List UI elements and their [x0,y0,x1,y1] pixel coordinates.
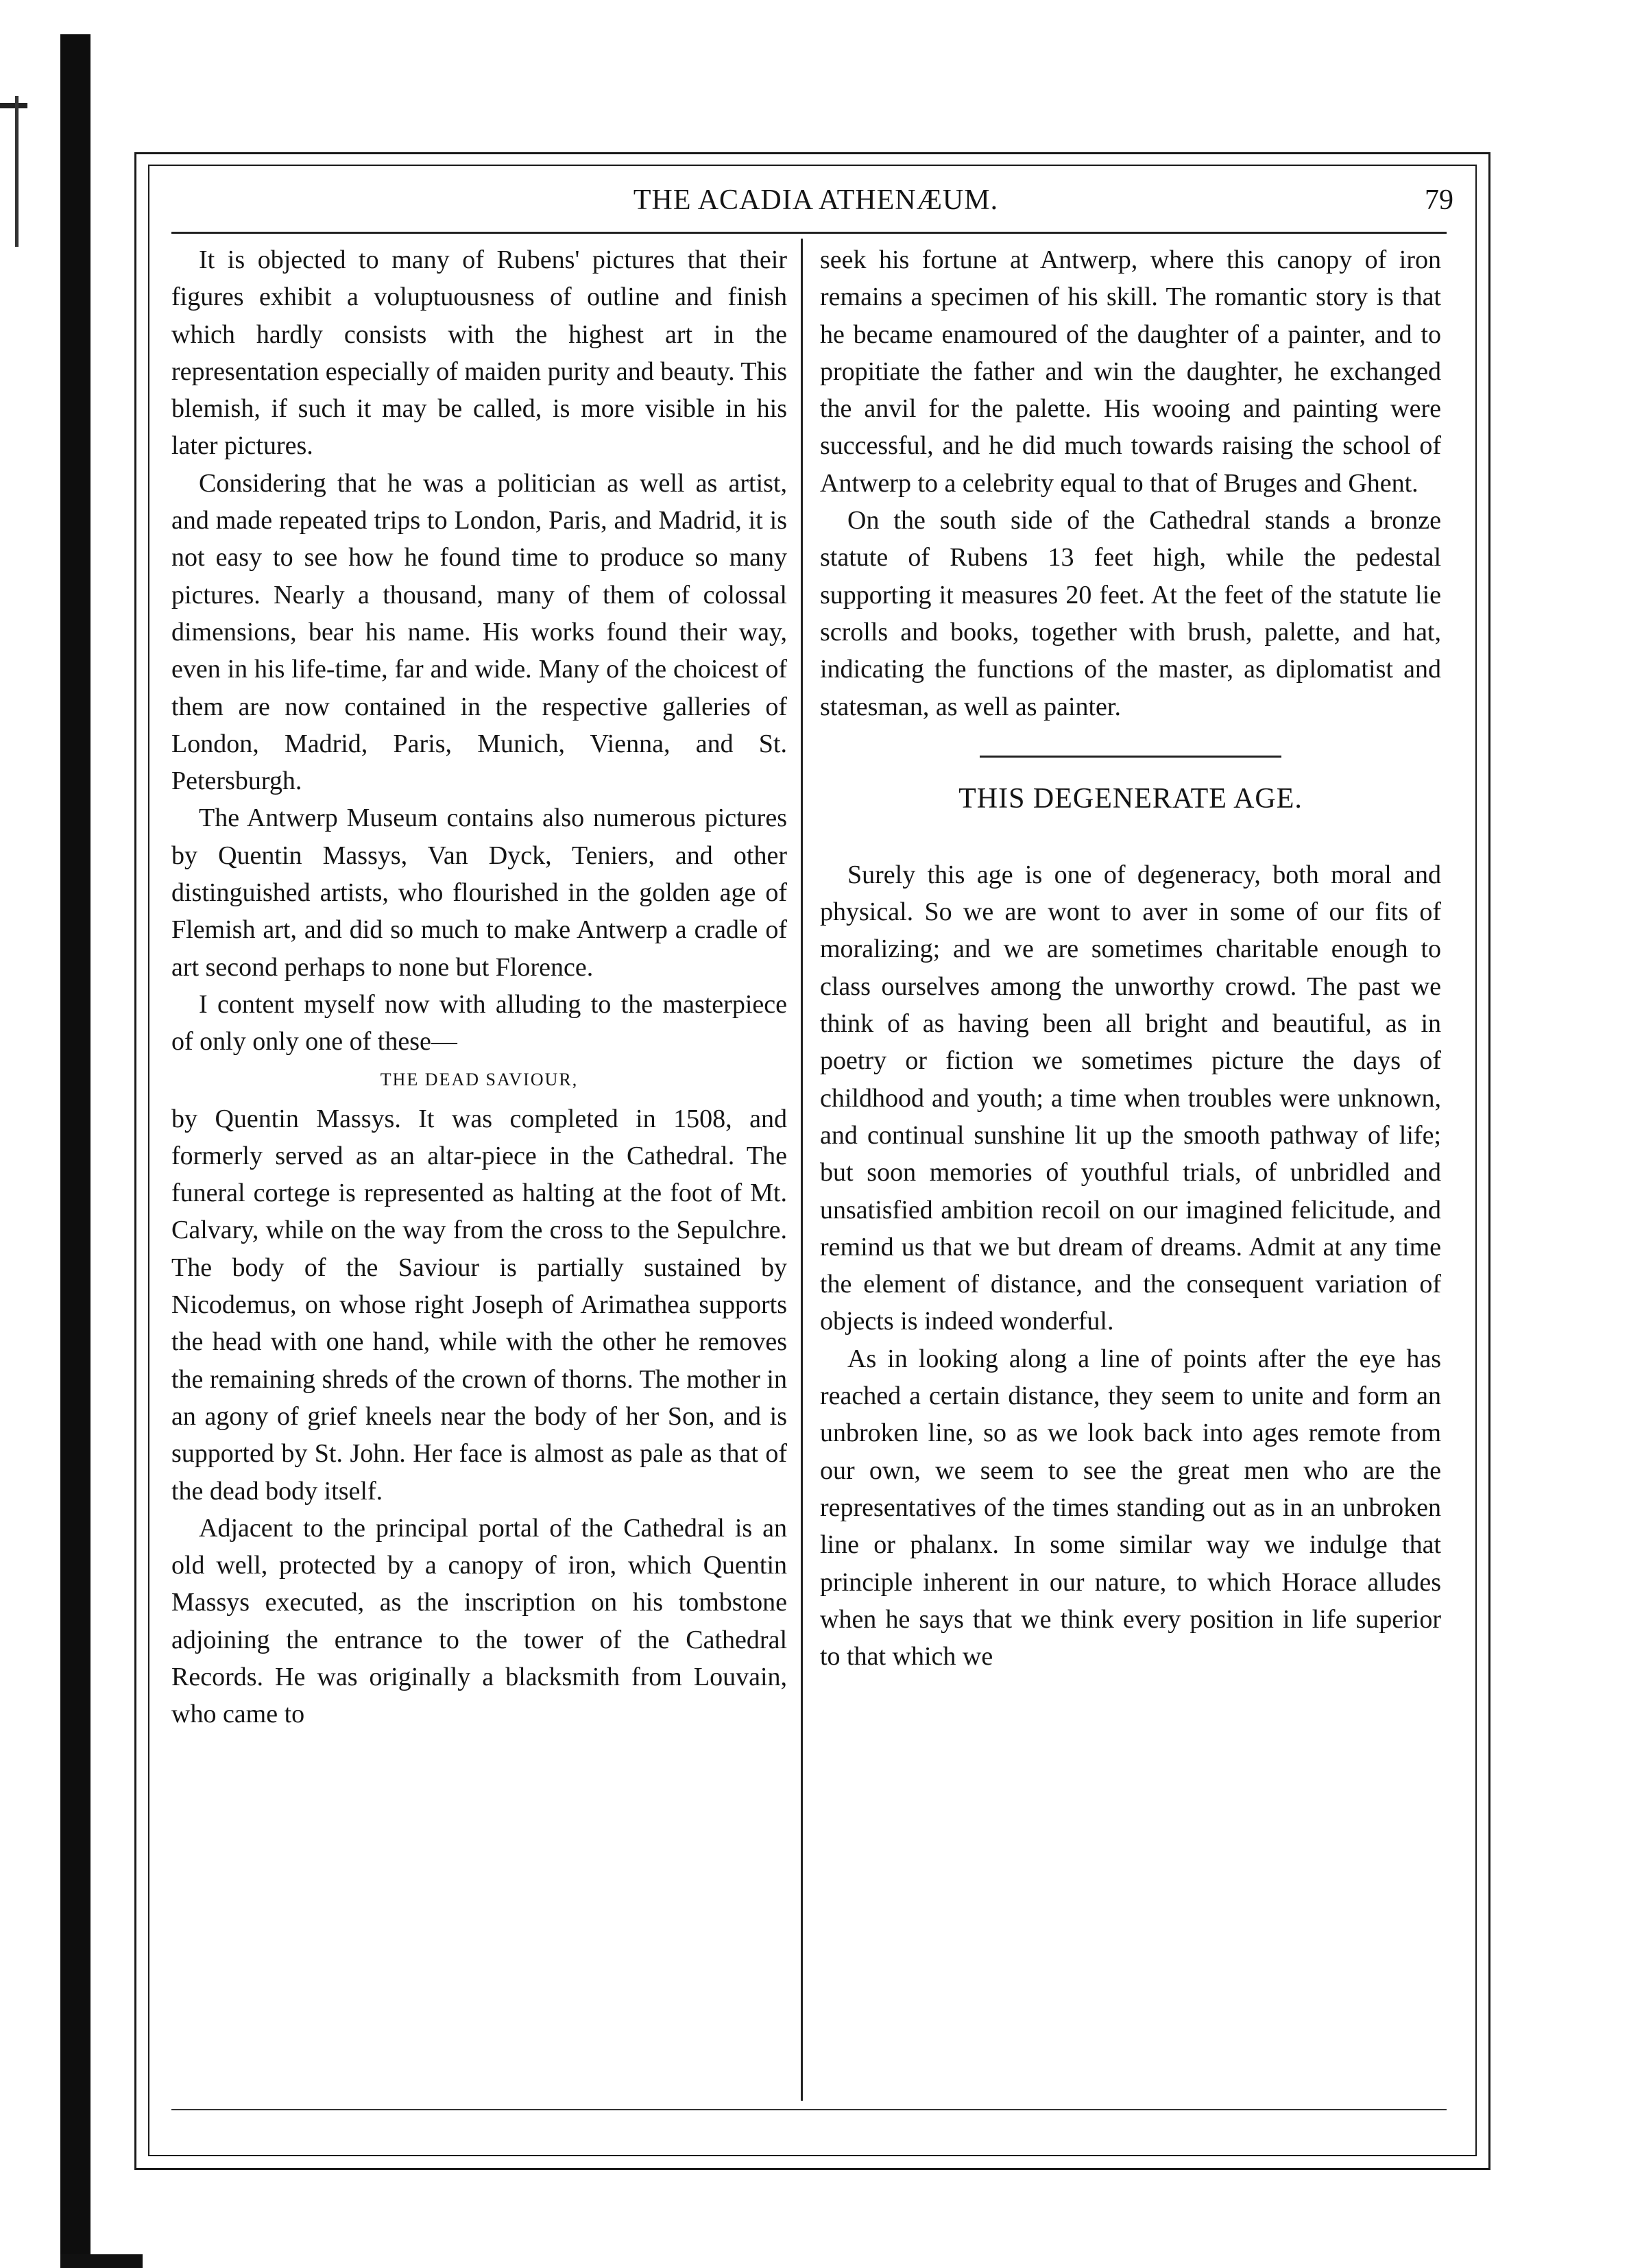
left-column [171,241,787,1733]
page-number: 79 [1425,184,1453,216]
paragraph: The Antwerp Museum contains also numerous pictures by Quentin Massys, Van Dyck, Teniers, and other distinguished artists, who flourished in the golden age of Flemish art, and did so much to make Antwerp a cradle of art second perhaps to none but Florence. [171,804,787,982]
bottom-rule [171,2109,1447,2110]
subheading: THE DEAD SAVIOUR, [380,1069,579,1089]
header-rule [171,232,1447,234]
section-heading: THIS DEGENERATE AGE. [958,782,1303,815]
paragraph: It is objected to many of Rubens' pictures that their figures exhibit a voluptuousness of outline and finish which hardly consists with the highest art in the representation especially of maiden purity and beauty. This blemish, if such it may be called, is more visible in his later pictures. [171,245,787,461]
journal-title: THE ACADIA ATHENÆUM. [633,184,999,216]
paragraph: Surely this age is one of degeneracy, both moral and physical. So we are wont to aver in some of our fits of moralizing; and we are sometimes charitable enough to class ourselves among the unworthy crowd. The past we think of as having been all bright and beautiful, as in poetry or fiction we sometimes picture the days of childhood and youth; a time when troubles were unknown, and continual sunshine lit up the smooth pathway of life; but soon memories of youthful trials, of unbridled and unsatisfied ambition recoil on our imagined felicitude, and remind us that we but dream of dreams. Admit at any time the element of distance, and the consequent variation of objects is indeed wonderful. [820,860,1441,1336]
paragraph: Considering that he was a politician as well as artist, and made repeated trips to London, Paris, and Madrid, it is not easy to see how he found time to produce so many pictures. Nearly a thousand, many of them of colossal dimensions, bear his name. His works found their way, even in his life-time, far and wide. Many of the choicest of them are now contained in the respective galleries of London, Madrid, Paris, Munich, Vienna, and St. Petersburgh. [171,468,787,796]
section-rule [980,756,1281,758]
column-divider [801,239,803,2101]
running-header [178,184,1453,228]
paragraph: by Quentin Massys. It was completed in 1508, and formerly served as an altar-piece in the Cathedral. The funeral cortege is represented as halting at the foot of Mt. Calvary, while on the way from the cross to the Sepulchre. The body of the Saviour is partially sustained by Nicodemus, on whose right Joseph of Arimathea supports the head with one hand, while with the other he removes the remaining shreds of the crown of thorns. The mother in an agony of grief kneels near the body of her Son, and is supported by St. John. Her face is almost as pale as that of the dead body itself. [171,1104,787,1506]
paragraph: I content myself now with alluding to the masterpiece of only only one of these— [171,989,787,1057]
page-edge-line [15,96,19,247]
paragraph: seek his fortune at Antwerp, where this canopy of iron remains a specimen of his skill. The romantic story is that he became enamoured of the daughter of a painter, and to propitiate the father and win the daughter, he exchanged the anvil for the palette. His wooing and painting were successful, and he did much towards raising the school of Antwerp to a celebrity equal to that of Bruges and Ghent. [820,245,1441,498]
spine-foot [60,2254,143,2268]
book-spine-shadow [60,34,90,2268]
paragraph: On the south side of the Cathedral stands a bronze statute of Rubens 13 feet high, while the pedestal supporting it measures 20 feet. At the feet of the statute lie scrolls and books, together with brush, palette, and hat, indicating the functions of the master, as diplomatist and statesman, as well as painter. [820,506,1441,721]
page-edge-mark [0,103,27,108]
right-column [820,241,1441,1675]
paragraph: As in looking along a line of points after the eye has reached a certain distance, they seem to unite and form an unbroken line, so as we look back into ages remote from our own, we seem to see the great men who are the representatives of the times standing out as in an unbroken line or phalanx. In some similar way we indulge that principle inherent in our nature, to which Horace alludes when he says that we think every position in life superior to that which we [820,1344,1441,1672]
paragraph: Adjacent to the principal portal of the Cathedral is an old well, protected by a canopy of iron, which Quentin Massys executed, as the inscription on his tombstone adjoining the entrance to the tower of the Cathedral Records. He was originally a blacksmith from Louvain, who came to [171,1513,787,1729]
